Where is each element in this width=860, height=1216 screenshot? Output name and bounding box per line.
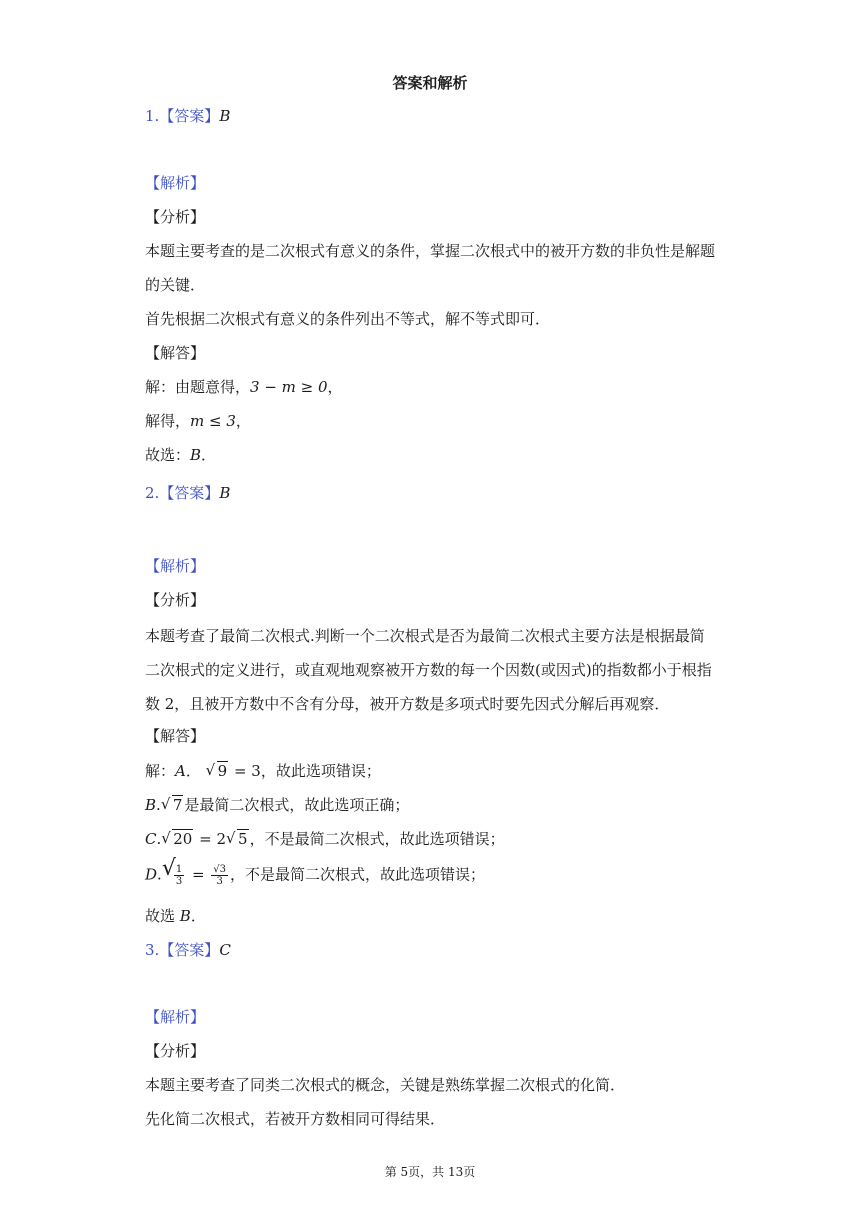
- q2-a-sqrt: √ 9: [205, 761, 228, 780]
- q1-step2-math: m ≤ 3: [190, 412, 236, 430]
- q1-step2-tail: ，: [235, 412, 251, 430]
- q2-option-c: [145, 829, 505, 849]
- q1-fenxi-heading: 【分析】: [145, 208, 206, 226]
- q2-c-eq: = 2: [194, 830, 227, 848]
- q2-d-tail: ，不是最简二次根式，故此选项错误；: [230, 865, 486, 884]
- q2-d-sqrt: √ $\frac{1}{3}$: [161, 856, 183, 887]
- q1-answer: [145, 106, 230, 126]
- q1-analysis-line1: 本题主要考查的是二次根式有意义的条件，掌握二次根式中的被开方数的非负性是解题: [145, 242, 716, 260]
- q2-final: [145, 906, 206, 926]
- q2-b-sqrt: √ 7: [160, 795, 183, 814]
- q2-c-sqrt2: √ 5: [226, 829, 248, 848]
- q1-step2-text: 解得，: [145, 412, 191, 430]
- q1-jieda-heading: 【解答】: [145, 344, 206, 362]
- q2-d-eq: =: [187, 865, 210, 884]
- q1-step1-text: 解：由题意得，: [145, 378, 251, 396]
- q3-fenxi-heading: 【分析】: [145, 1042, 206, 1060]
- q2-d-num2: √3: [213, 864, 227, 875]
- q2-a-sep: ．: [185, 762, 201, 780]
- q1-analysis-line3: 首先根据二次根式有意义的条件列出不等式，解不等式即可．: [145, 310, 551, 328]
- q1-analysis-line2: 的关键．: [145, 276, 206, 294]
- q1-step1-tail: ，: [327, 378, 343, 396]
- q2-a-tail: ，故此选项错误；: [260, 762, 381, 780]
- q1-step1-math: 3 − m ≥ 0: [250, 378, 328, 396]
- page-footer: 第 5页，共 13页: [384, 1165, 476, 1179]
- q2-analysis-line2: 二次根式的定义进行，或直观地观察被开方数的每一个因数(或因式)的指数都小于根指: [145, 661, 712, 679]
- q2-answer-value: B: [219, 484, 231, 502]
- q2-jieda-heading: 【解答】: [145, 727, 206, 745]
- q2-answer: [145, 483, 230, 503]
- q2-a-prefix: 解：: [145, 762, 176, 780]
- q2-final-text: 故选: [145, 907, 180, 925]
- q3-jiexi-heading: 【解析】: [145, 1008, 206, 1026]
- q2-c-radicand2: 5: [238, 830, 248, 848]
- q2-a-letter: A: [175, 762, 186, 780]
- q2-b-sep: .: [156, 796, 161, 814]
- q3-analysis-line2: 先化简二次根式，若被开方数相同可得结果．: [145, 1110, 446, 1128]
- q2-d-frac2: [211, 864, 228, 887]
- q3-answer-value: C: [219, 941, 231, 959]
- q2-b-radicand: 7: [172, 796, 183, 814]
- q2-option-b: [145, 795, 409, 815]
- q2-jiexi-heading: 【解析】: [145, 557, 206, 575]
- q2-b-letter: B: [145, 796, 157, 814]
- q2-answer-label: 2.【答案】: [145, 484, 220, 502]
- q2-option-a: [145, 761, 381, 781]
- q2-fenxi-heading: 【分析】: [145, 591, 206, 609]
- q2-c-tail: ，不是最简二次根式，故此选项错误；: [249, 830, 505, 848]
- q2-option-d: [145, 856, 486, 887]
- q2-analysis-line3: 数 2，且被开方数中不含有分母，被开方数是多项式时要先因式分解后再观察．: [145, 695, 670, 713]
- q1-step3-value: B: [190, 446, 202, 464]
- q1-jiexi-heading: 【解析】: [145, 174, 206, 192]
- q3-analysis-line1: 本题主要考查了同类二次根式的概念，关键是熟练掌握二次根式的化简．: [145, 1076, 626, 1094]
- q3-answer-label: 3.【答案】: [145, 941, 220, 959]
- q2-c-sqrt: √ 20: [161, 829, 193, 848]
- q2-d-den2: 3: [216, 876, 223, 887]
- q2-a-radicand: 9: [217, 762, 228, 780]
- q2-a-eq: = 3: [229, 762, 261, 780]
- page-title: 答案和解析: [392, 74, 468, 92]
- q1-step2: [145, 411, 251, 431]
- q1-step3-tail: ．: [201, 446, 217, 464]
- q2-analysis-line1: 本题考查了最简二次根式.判断一个二次根式是否为最简二次根式主要方法是根据最简: [145, 627, 705, 645]
- q2-final-value: B: [179, 907, 191, 925]
- q3-answer: [145, 940, 231, 960]
- q2-c-sep: .: [156, 830, 162, 848]
- q2-d-sep: .: [157, 865, 162, 884]
- q2-d-letter: D: [145, 865, 158, 884]
- q1-step3: [145, 445, 216, 465]
- q2-final-tail: ．: [190, 907, 206, 925]
- q2-c-radicand: 20: [173, 830, 193, 848]
- q2-c-letter: C: [145, 830, 157, 848]
- q1-step3-text: 故选：: [145, 446, 191, 464]
- q1-step1: [145, 377, 343, 397]
- q2-d-den: 3: [175, 876, 183, 887]
- q1-answer-value: B: [219, 107, 231, 125]
- q1-answer-label: 1.【答案】: [145, 107, 220, 125]
- q2-b-tail: 是最简二次根式，故此选项正确；: [184, 796, 410, 814]
- q2-d-num: 1: [175, 864, 183, 875]
